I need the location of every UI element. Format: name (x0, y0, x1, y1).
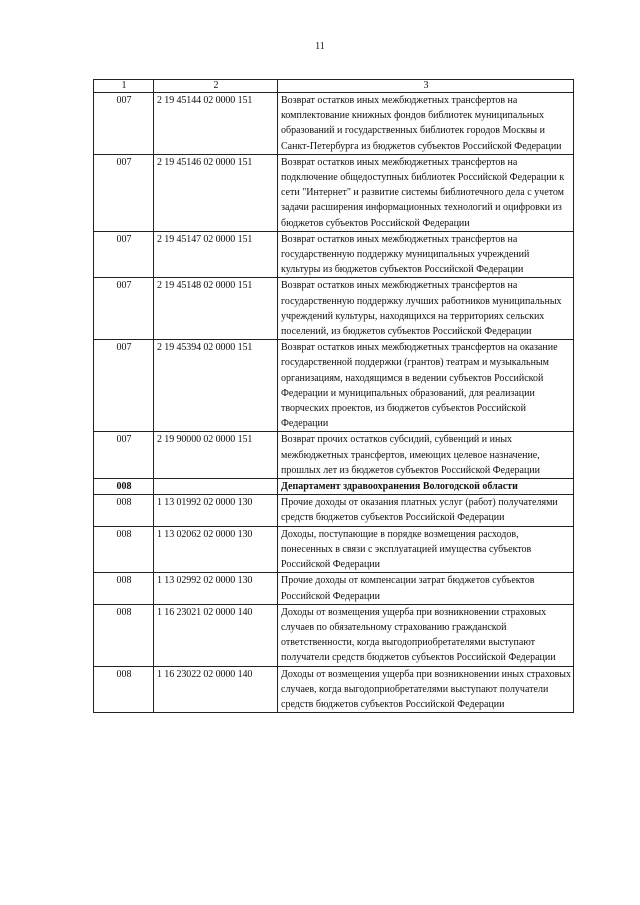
column-header-3: 3 (278, 80, 574, 93)
admin-code-cell: 008 (94, 573, 154, 604)
table-row (94, 495, 574, 526)
budget-classification-code-cell: 1 16 23022 02 0000 140 (154, 666, 278, 713)
income-description-cell: Возврат остатков иных межбюджетных трансфертов на оказание государственной поддержки (грантов) театрам и музыкальным организациям, находящимся в ведении субъектов Российской Федерации и муниципальных образований, для реализации творческих проектов, из бюджетов субъектов Российской Федерации (278, 340, 574, 432)
column-header-1: 1 (94, 80, 154, 93)
table-body (94, 93, 574, 713)
income-description-cell: Возврат остатков иных межбюджетных трансфертов на комплектование книжных фондов библиотек муниципальных образований и государственных библиотек городов Москвы и Санкт-Петербурга из бюджетов субъектов Российской Федерации (278, 93, 574, 155)
income-description-cell: Прочие доходы от компенсации затрат бюджетов субъектов Российской Федерации (278, 573, 574, 604)
budget-classification-code-cell: 2 19 45144 02 0000 151 (154, 93, 278, 155)
income-description-cell: Департамент здравоохранения Вологодской области (278, 479, 574, 495)
admin-code-cell: 008 (94, 526, 154, 573)
budget-classification-code-cell: 2 19 45394 02 0000 151 (154, 340, 278, 432)
table-row (94, 573, 574, 604)
admin-code-cell: 007 (94, 154, 154, 231)
income-description-cell: Доходы, поступающие в порядке возмещения расходов, понесенных в связи с эксплуатацией имущества субъектов Российской Федерации (278, 526, 574, 573)
budget-classification-code-cell: 2 19 45147 02 0000 151 (154, 231, 278, 278)
income-description-cell: Прочие доходы от оказания платных услуг (работ) получателями средств бюджетов субъектов Российской Федерации (278, 495, 574, 526)
admin-code-cell: 008 (94, 495, 154, 526)
budget-classification-code-cell: 2 19 45148 02 0000 151 (154, 278, 278, 340)
page-number: 11 (315, 41, 325, 52)
budget-classification-code-cell: 1 13 01992 02 0000 130 (154, 495, 278, 526)
admin-code-cell: 008 (94, 604, 154, 666)
income-description-cell: Возврат остатков иных межбюджетных трансфертов на государственную поддержку лучших работников муниципальных учреждений культуры, находящихся на территориях сельских поселений, из бюджетов субъектов Российской Федерации (278, 278, 574, 340)
table-row (94, 526, 574, 573)
table-row (94, 93, 574, 155)
table-row (94, 231, 574, 278)
admin-code-cell: 008 (94, 479, 154, 495)
budget-classification-code-cell: 2 19 90000 02 0000 151 (154, 432, 278, 479)
budget-classification-code-cell (154, 479, 278, 495)
admin-code-cell: 008 (94, 666, 154, 713)
income-description-cell: Возврат прочих остатков субсидий, субвенций и иных межбюджетных трансфертов, имеющих целевое назначение, прошлых лет из бюджетов субъектов Российской Федерации (278, 432, 574, 479)
table-row (94, 278, 574, 340)
admin-code-cell: 007 (94, 231, 154, 278)
budget-codes-table (93, 79, 574, 713)
budget-classification-code-cell: 1 13 02992 02 0000 130 (154, 573, 278, 604)
column-header-2: 2 (154, 80, 278, 93)
section-header-row (94, 479, 574, 495)
table-row (94, 666, 574, 713)
admin-code-cell: 007 (94, 432, 154, 479)
table-row (94, 154, 574, 231)
budget-classification-code-cell: 1 16 23021 02 0000 140 (154, 604, 278, 666)
budget-classification-code-cell: 2 19 45146 02 0000 151 (154, 154, 278, 231)
table-header-row (94, 80, 574, 93)
table-row (94, 604, 574, 666)
table-row (94, 432, 574, 479)
budget-classification-code-cell: 1 13 02062 02 0000 130 (154, 526, 278, 573)
income-description-cell: Возврат остатков иных межбюджетных трансфертов на подключение общедоступных библиотек Российской Федерации к сети "Интернет" и развитие системы библиотечного дела с учетом задачи расширения информационных технологий и оцифровки из бюджетов субъектов Российской Федерации (278, 154, 574, 231)
income-description-cell: Возврат остатков иных межбюджетных трансфертов на государственную поддержку муниципальных учреждений культуры из бюджетов субъектов Российской Федерации (278, 231, 574, 278)
admin-code-cell: 007 (94, 340, 154, 432)
admin-code-cell: 007 (94, 278, 154, 340)
income-description-cell: Доходы от возмещения ущерба при возникновении иных страховых случаев, когда выгодоприобретателями выступают получатели средств бюджетов субъектов Российской Федерации (278, 666, 574, 713)
table-row (94, 340, 574, 432)
admin-code-cell: 007 (94, 93, 154, 155)
income-description-cell: Доходы от возмещения ущерба при возникновении страховых случаев по обязательному страхованию гражданской ответственности, когда выгодоприобретателями выступают получатели средств бюджетов субъектов Российской Федерации (278, 604, 574, 666)
